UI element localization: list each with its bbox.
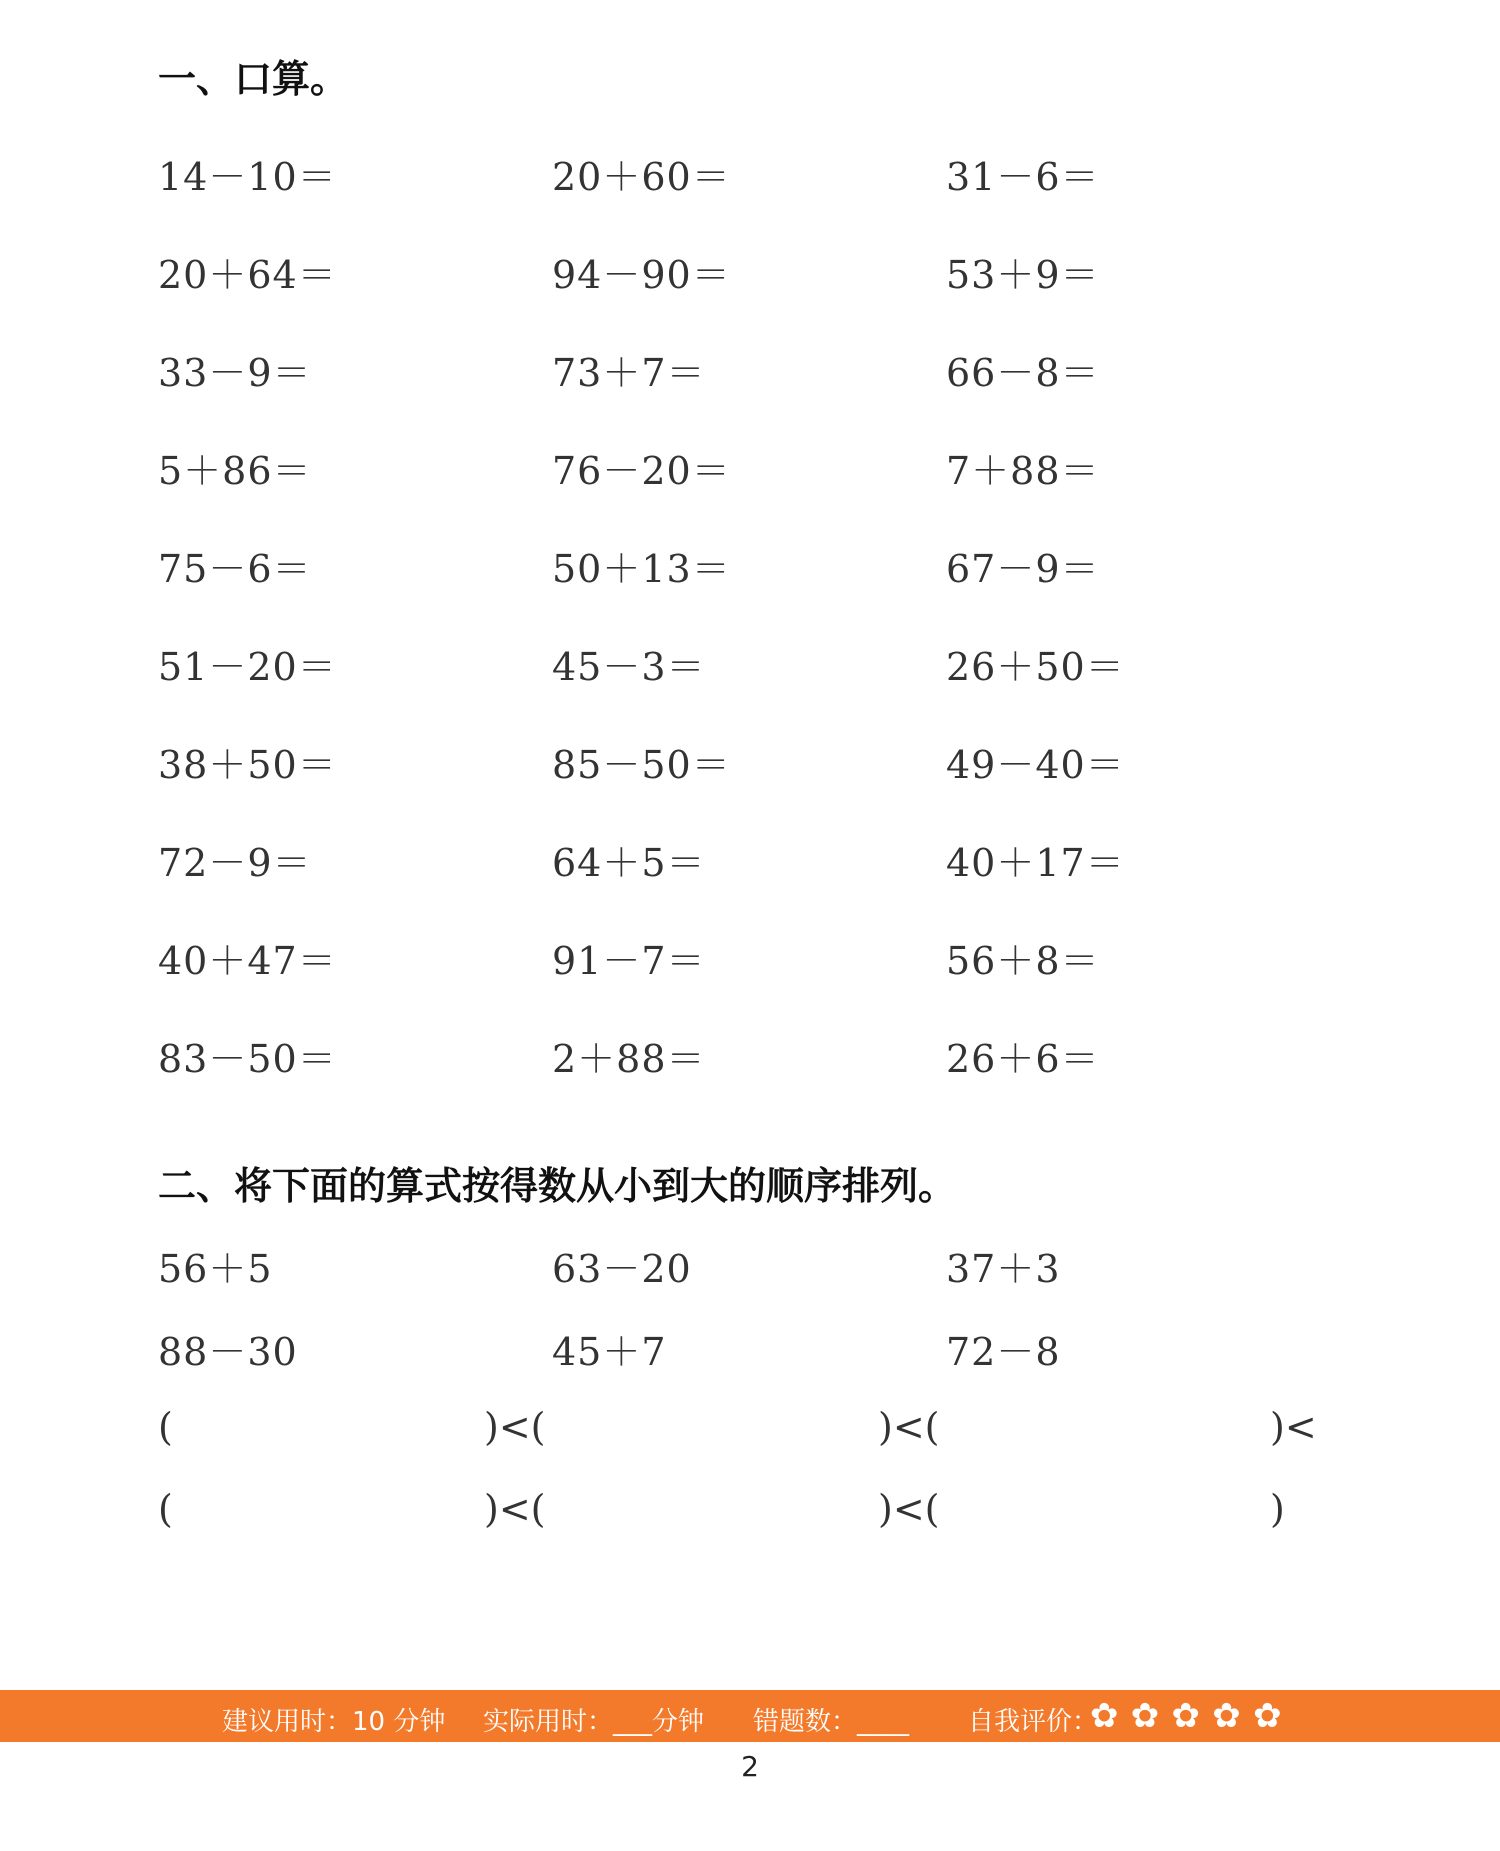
problem: 40＋47＝	[158, 939, 337, 983]
problem: 73＋7＝	[552, 351, 706, 395]
problem: 49－40＝	[946, 743, 1125, 787]
problem: 72－9＝	[158, 841, 312, 885]
problem: 91－7＝	[552, 939, 706, 983]
problem: 83－50＝	[158, 1037, 337, 1081]
footer-bar	[0, 1690, 1500, 1742]
expression: 72－8	[946, 1330, 1061, 1374]
self-evaluation-label: 自我评价：	[968, 1707, 1099, 1737]
expression: 56＋5	[158, 1247, 273, 1291]
problem: 85－50＝	[552, 743, 731, 787]
problem: 53＋9＝	[946, 253, 1100, 297]
problem: 26＋6＝	[946, 1037, 1100, 1081]
error-count-field[interactable]: 错题数：____	[753, 1707, 910, 1737]
expression: 45＋7	[552, 1330, 667, 1374]
problem: 26＋50＝	[946, 645, 1125, 689]
problem: 76－20＝	[552, 449, 731, 493]
problem: 50＋13＝	[552, 547, 731, 591]
problem: 14－10＝	[158, 155, 337, 199]
problem: 2＋88＝	[552, 1037, 706, 1081]
flower-icon[interactable]: ✿	[1253, 1696, 1282, 1736]
bracket-less-than: )<(	[484, 1405, 546, 1449]
problem: 94－90＝	[552, 253, 731, 297]
section-1-title: 一、口算。	[158, 57, 349, 101]
problem: 31－6＝	[946, 155, 1100, 199]
expression: 88－30	[158, 1330, 298, 1374]
problem: 33－9＝	[158, 351, 312, 395]
flower-icon[interactable]: ✿	[1130, 1696, 1160, 1736]
suggested-time: 建议用时：10 分钟	[222, 1707, 446, 1737]
expression: 63－20	[552, 1247, 692, 1291]
ordering-answer-row[interactable]	[158, 1487, 1358, 1537]
problem: 75－6＝	[158, 547, 312, 591]
problem: 64＋5＝	[552, 841, 706, 885]
problem: 38＋50＝	[158, 743, 337, 787]
bracket-close: )	[1270, 1487, 1285, 1531]
expression: 37＋3	[946, 1247, 1061, 1291]
problem: 20＋60＝	[552, 155, 731, 199]
problem: 20＋64＝	[158, 253, 337, 297]
self-evaluation-stars[interactable]	[1090, 1696, 1286, 1736]
actual-time-field[interactable]: 实际用时：___分钟	[483, 1707, 705, 1737]
flower-icon[interactable]: ✿	[1171, 1696, 1201, 1736]
bracket-less-than: )<	[1270, 1405, 1317, 1449]
bracket-open: (	[158, 1405, 173, 1449]
bracket-less-than: )<(	[878, 1405, 940, 1449]
ordering-answer-row[interactable]	[158, 1405, 1358, 1455]
problem: 5＋86＝	[158, 449, 312, 493]
bracket-less-than: )<(	[878, 1487, 940, 1531]
problem: 56＋8＝	[946, 939, 1100, 983]
problem: 67－9＝	[946, 547, 1100, 591]
bracket-open: (	[158, 1487, 173, 1531]
problem: 51－20＝	[158, 645, 337, 689]
problem: 66－8＝	[946, 351, 1100, 395]
problem: 40＋17＝	[946, 841, 1125, 885]
flower-icon[interactable]: ✿	[1212, 1696, 1241, 1736]
problem: 7＋88＝	[946, 449, 1100, 493]
flower-icon[interactable]: ✿	[1090, 1696, 1119, 1736]
page-number: 2	[741, 1750, 759, 1783]
section-2-title: 二、将下面的算式按得数从小到大的顺序排列。	[158, 1164, 957, 1208]
bracket-less-than: )<(	[484, 1487, 546, 1531]
problem: 45－3＝	[552, 645, 706, 689]
